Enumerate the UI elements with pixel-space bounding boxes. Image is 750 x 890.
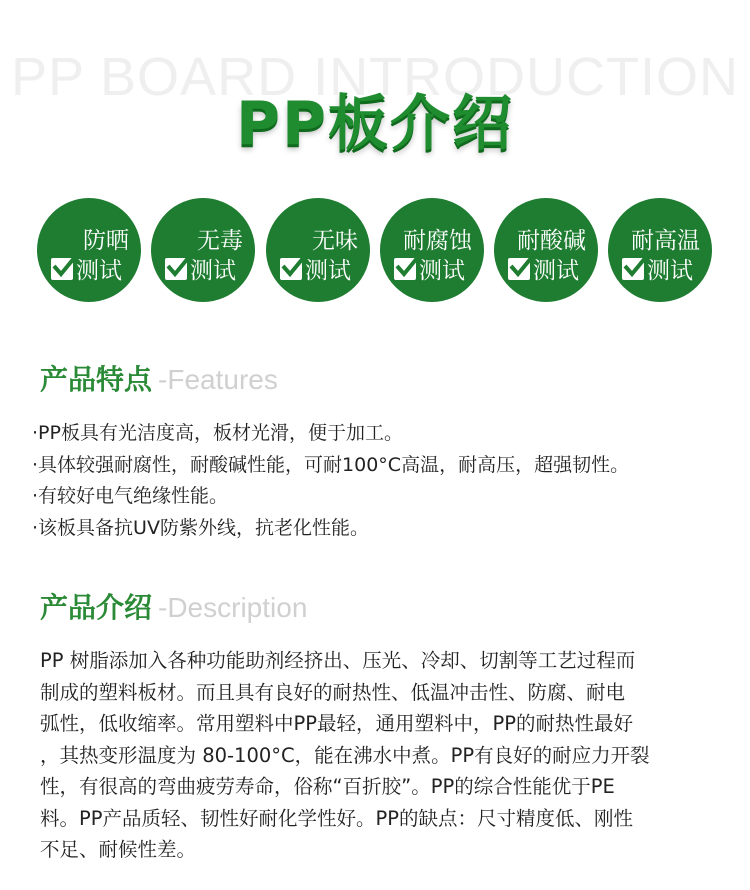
description-line: 性，有很高的弯曲疲劳寿命，俗称“百折胶”。PP的综合性能优于PE xyxy=(40,775,615,798)
description-heading xyxy=(40,586,307,626)
background-watermark-title: PP BOARD INTRODUCTION xyxy=(10,47,740,107)
check-icon xyxy=(508,258,530,280)
description-line: 制成的塑料板材。而且具有良好的耐热性、低温冲击性、防腐、耐电 xyxy=(40,680,626,704)
description-line: 不足、耐候性差。 xyxy=(40,838,197,861)
badge-label: 测试 xyxy=(533,258,579,284)
page-title: PP板介绍 xyxy=(236,89,514,159)
description-heading-cn: 产品介绍 xyxy=(40,591,153,624)
feature-item: ·该板具备抗UV防紫外线，抗老化性能。 xyxy=(32,516,369,539)
badge-label: 测试 xyxy=(305,258,351,284)
badge-label: 测试 xyxy=(76,258,122,284)
badge-acid-alkali-resistant xyxy=(494,198,598,302)
badge-name: 耐腐蚀 xyxy=(403,228,472,254)
badge-label: 测试 xyxy=(190,258,236,284)
description-line: 料。PP产品质轻、韧性好耐化学性好。PP的缺点：尺寸精度低、刚性 xyxy=(40,806,634,830)
badge-name: 无毒 xyxy=(197,228,243,254)
test-badges xyxy=(37,198,717,302)
features-heading-en: -Features xyxy=(158,364,278,395)
badge-name: 防晒 xyxy=(83,228,129,254)
description-text xyxy=(40,645,720,866)
description-line: 弧性，低收缩率。常用塑料中PP最轻，通用塑料中，PP的耐热性最好 xyxy=(40,712,634,735)
check-icon xyxy=(51,258,73,280)
badge-corrosion-resistant xyxy=(380,198,484,302)
features-list xyxy=(32,418,732,544)
feature-item: ·有较好电气绝缘性能。 xyxy=(32,485,229,507)
description-line: ，其热变形温度为 80-100°C，能在沸水中煮。PP有良好的耐应力开裂 xyxy=(40,743,650,767)
badge-label: 测试 xyxy=(647,258,693,284)
features-heading xyxy=(40,358,278,398)
badge-name: 耐高温 xyxy=(631,228,700,254)
badge-odorless xyxy=(266,198,370,302)
check-icon xyxy=(280,258,302,280)
description-heading-en: -Description xyxy=(158,592,308,623)
badge-heat-resistant xyxy=(608,198,712,302)
feature-item: ·具体较强耐腐性，耐酸碱性能，可耐100°C高温，耐高压，超强韧性。 xyxy=(32,453,630,476)
check-icon xyxy=(622,258,644,280)
description-line: PP 树脂添加入各种功能助剂经挤出、压光、冷却、切割等工艺过程而 xyxy=(40,649,636,672)
badge-name: 耐酸碱 xyxy=(517,228,586,254)
badge-nontoxic xyxy=(151,198,255,302)
check-icon xyxy=(165,258,187,280)
badge-label: 测试 xyxy=(419,258,465,284)
feature-item: ·PP板具有光洁度高，板材光滑，便于加工。 xyxy=(32,422,403,444)
badge-sunproof xyxy=(37,198,141,302)
features-heading-cn: 产品特点 xyxy=(40,363,153,396)
badge-name: 无味 xyxy=(312,228,358,254)
check-icon xyxy=(394,258,416,280)
